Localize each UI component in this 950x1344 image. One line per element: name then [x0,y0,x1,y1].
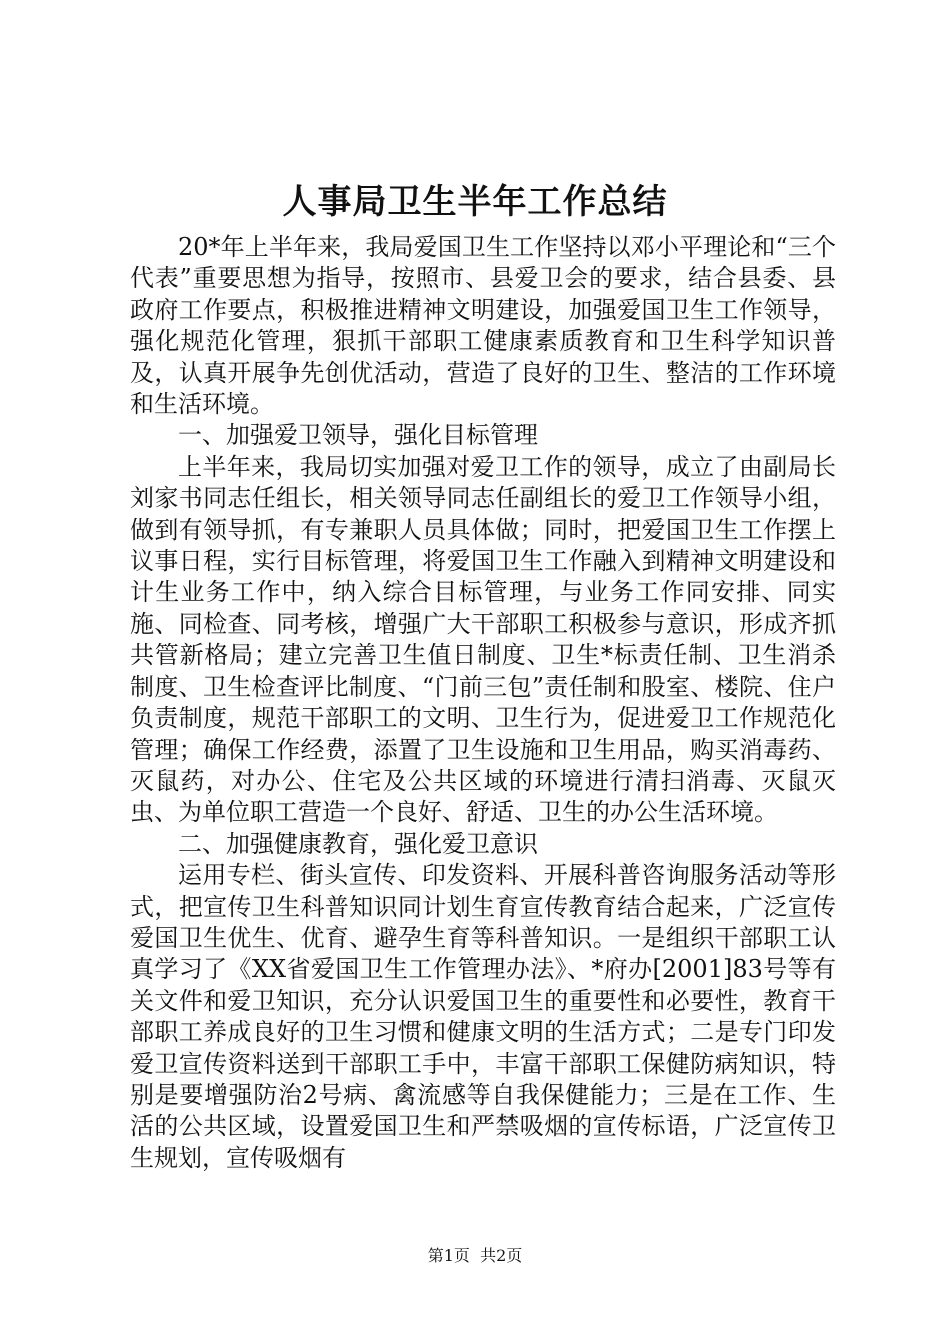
page-number: 第1页 [427,1246,470,1265]
document-body [130,232,836,1174]
paragraph-section-1: 上半年来，我局切实加强对爱卫工作的领导，成立了由副局长刘家书同志任组长，相关领导同志任副组长的爱卫工作领导小组，做到有领导抓，有专兼职人员具体做；同时，把爱国卫生工作摆上议事日程，实行目标管理，将爱国卫生工作融入到精神文明建设和计生业务工作中，纳入综合目标管理，与业务工作同安排、同实施、同检查、同考核，增强广大干部职工积极参与意识，形成齐抓共管新格局；建立完善卫生值日制度、卫生*标责任制、卫生消杀制度、卫生检查评比制度、“门前三包”责任制和股室、楼院、住户负责制度，规范干部职工的文明、卫生行为，促进爱卫工作规范化管理；确保工作经费，添置了卫生设施和卫生用品，购买消毒药、灭鼠药，对办公、住宅及公共区域的环境进行清扫消毒、灭鼠灭虫、为单位职工营造一个良好、舒适、卫生的办公生活环境。 [130,452,836,827]
section-heading-1: 一、加强爱卫领导，强化目标管理 [178,421,538,450]
section-heading-2: 二、加强健康教育，强化爱卫意识 [178,829,538,858]
page-total: 共2页 [480,1246,523,1265]
paragraph-intro: 20*年上半年来，我局爱国卫生工作坚持以邓小平理论和“三个代表”重要思想为指导，按照市、县爱卫会的要求，结合县委、县政府工作要点，积极推进精神文明建设，加强爱国卫生工作领导，强化规范化管理，狠抓干部职工健康素质教育和卫生科学知识普及，认真开展争先创优活动，营造了良好的卫生、整洁的工作环境和生活环境。 [130,233,836,419]
paragraph-section-2: 运用专栏、街头宣传、印发资料、开展科普咨询服务活动等形式，把宣传卫生科普知识同计划生育宣传教育结合起来，广泛宣传爱国卫生优生、优育、避孕生育等科普知识。一是组织干部职工认真学习了《XX省爱国卫生工作管理办法》、*府办[2001]83号等有关文件和爱卫知识，充分认识爱国卫生的重要性和必要性，教育干部职工养成良好的卫生习惯和健康文明的生活方式；二是专门印发爱卫宣传资料送到干部职工手中，丰富干部职工保健防病知识，特别是要增强防治2号病、禽流感等自我保健能力；三是在工作、生活的公共区域，设置爱国卫生和严禁吸烟的宣传标语，广泛宣传卫生规划，宣传吸烟有 [130,861,836,1172]
page-footer [0,1244,950,1268]
document-title: 人事局卫生半年工作总结 [282,182,668,222]
